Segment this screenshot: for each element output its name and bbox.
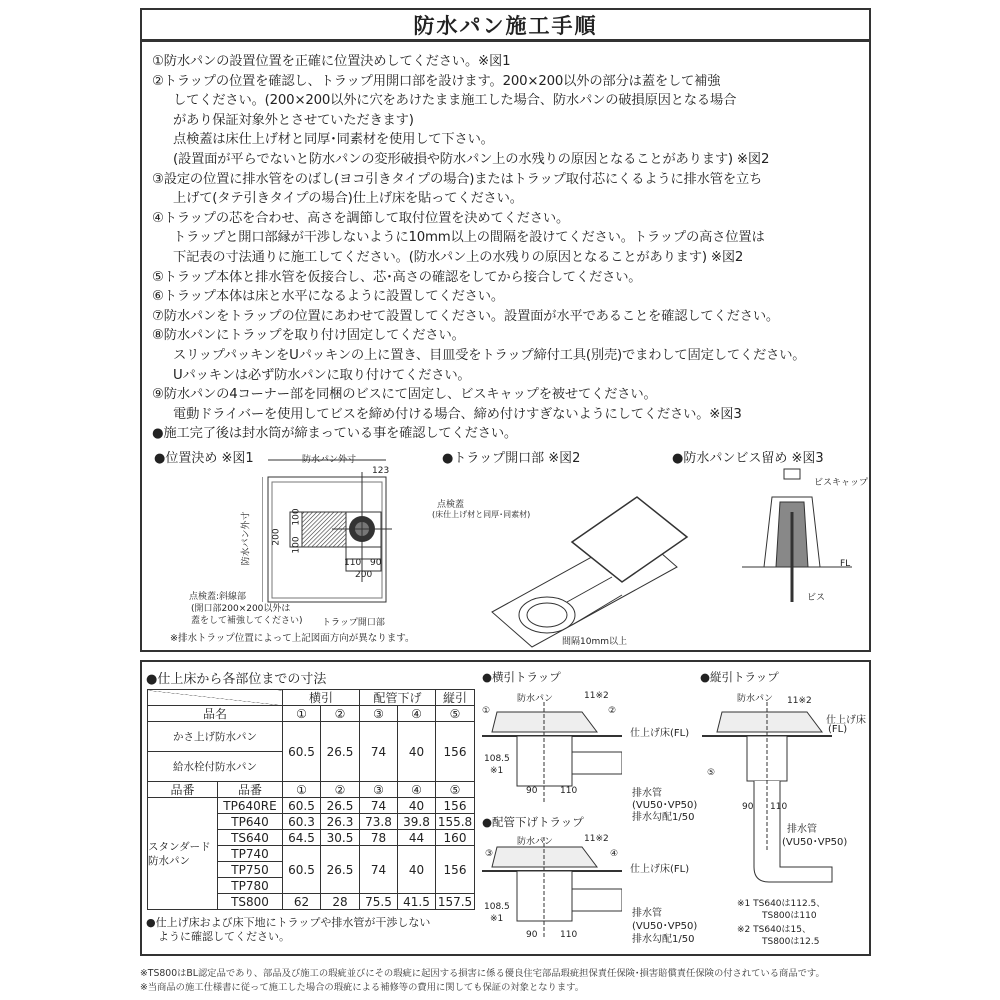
fig2-cover-sub: (床仕上げ材と同厚･同素材) xyxy=(432,510,531,519)
dimensions-table xyxy=(147,689,475,910)
d-dim-110: 110 xyxy=(560,930,578,940)
cell: 74 xyxy=(360,798,398,814)
named-product: かさ上げ防水パン xyxy=(148,722,283,752)
cell: 40 xyxy=(398,798,436,814)
cell: 60.5 xyxy=(283,846,321,894)
fig1-outer-height-label: 防水パン外寸 xyxy=(241,511,252,566)
cell: 40 xyxy=(398,846,436,894)
table-row xyxy=(148,798,475,814)
v-footnote-2b: TS800は12.5 xyxy=(762,937,820,947)
name-header: 品名 xyxy=(148,706,283,722)
cell: 74 xyxy=(360,722,398,782)
fig1-outer-width-label: 防水パン外寸 xyxy=(302,455,357,465)
d-num-4: ④ xyxy=(610,849,619,859)
fig1-dim-110: 110 xyxy=(344,558,362,568)
h-dim-1085: 108.5 xyxy=(484,754,510,764)
cell: TP740 xyxy=(218,846,283,862)
h-note-1: ※1 xyxy=(490,766,504,776)
h-dim-90: 90 xyxy=(526,786,538,796)
cell: TP640 xyxy=(218,814,283,830)
v-footnote-2a: ※2 TS640は15、 xyxy=(737,925,811,935)
code-header: 品番 xyxy=(148,782,218,798)
cell: 60.5 xyxy=(283,798,321,814)
series-label: スタンダード防水パン xyxy=(148,798,218,910)
num-header: ② xyxy=(321,782,360,798)
cell: 26.3 xyxy=(321,814,360,830)
cell: 30.5 xyxy=(321,830,360,846)
fig3-cap-label: ビスキャップ xyxy=(814,478,869,488)
fig2-cover-label: 点検蓋 xyxy=(437,500,465,510)
cell: TS800 xyxy=(218,894,283,910)
footer-note-2: ※当商品の施工仕様書に従って施工した場合の瑕疵による補修等の費用に関しても保証の対象となります。 xyxy=(140,982,584,993)
page-title xyxy=(140,8,871,41)
dimensions-panel xyxy=(140,660,871,956)
num-header: ⑤ xyxy=(436,706,475,722)
fig1-dim-123: 123 xyxy=(372,466,390,476)
d-slope: 排水勾配1/50 xyxy=(632,934,695,945)
h-fl-label: 仕上げ床(FL) xyxy=(630,728,690,739)
h-pipe-spec: (VU50･VP50) xyxy=(632,800,698,811)
step-line: ③設定の位置に排水管をのばし(ヨコ引きタイプの場合)またはトラップ取付芯にくるように排水管を立ち xyxy=(152,171,763,187)
fig3-diagram xyxy=(742,467,852,607)
fig2-heading: ●トラップ開口部 ※図2 xyxy=(442,451,581,466)
step-line: ④トラップの芯を合わせ、高さを調節して取付位置を決めてください。 xyxy=(152,210,570,226)
cell: 75.5 xyxy=(360,894,398,910)
num-header: ① xyxy=(283,706,321,722)
cell: 28 xyxy=(321,894,360,910)
h-pan-label: 防水パン xyxy=(517,694,554,704)
step-line: してください。(200×200以外に穴をあけたまま施工した場合、防水パンの破損原因となる場合 xyxy=(173,93,737,109)
cell: TP640RE xyxy=(218,798,283,814)
dims-note-1: ●仕上げ床および床下地にトラップや排水管が干渉しない xyxy=(146,916,431,929)
fig1-cover-note1: (開口部200×200以外は xyxy=(191,604,291,614)
procedure-panel xyxy=(140,40,871,652)
cell: 60.3 xyxy=(283,814,321,830)
h-slope: 排水勾配1/50 xyxy=(632,812,695,823)
cell: 73.8 xyxy=(360,814,398,830)
step-line: があり保証対象外とさせていただきます) xyxy=(173,112,414,128)
cell: 41.5 xyxy=(398,894,436,910)
v-dim-110: 110 xyxy=(770,802,788,812)
h-pipe-label: 排水管 xyxy=(632,788,662,799)
dims-heading: ●仕上床から各部位までの寸法 xyxy=(146,672,327,687)
named-product: 給水栓付防水パン xyxy=(148,752,283,782)
cell: 156 xyxy=(436,846,475,894)
fig1-dim-200h: 200 xyxy=(355,570,373,580)
d-fl-label: 仕上げ床(FL) xyxy=(630,864,690,875)
cell: 74 xyxy=(360,846,398,894)
h-num-2: ② xyxy=(608,706,617,716)
step-line: ⑦防水パンをトラップの位置にあわせて設置してください。設置面が水平であることを確認してください。 xyxy=(152,308,780,324)
num-header: ④ xyxy=(398,706,436,722)
h-dim-110: 110 xyxy=(560,786,578,796)
v-footnote-1a: ※1 TS640は112.5、 xyxy=(737,899,826,909)
step-line: ⑧防水パンにトラップを取り付け固定してください。 xyxy=(152,328,465,344)
cell: 26.5 xyxy=(321,798,360,814)
d-note-1: ※1 xyxy=(490,914,504,924)
step-line: ⑥トラップ本体は床と水平になるように設置してください。 xyxy=(152,289,504,305)
v-dim-11: 11※2 xyxy=(787,696,812,706)
v-pan-label: 防水パン xyxy=(737,694,774,704)
num-header: ⑤ xyxy=(436,782,475,798)
d-num-3: ③ xyxy=(485,849,494,859)
fig1-heading: ●位置決め ※図1 xyxy=(154,451,254,466)
v-fl-sub: (FL) xyxy=(828,724,848,735)
h-dim-11: 11※2 xyxy=(584,691,609,701)
step-line: ●施工完了後は封水筒が締まっている事を確認してください。 xyxy=(152,426,518,442)
v-pipe-spec: (VU50･VP50) xyxy=(782,837,848,848)
dims-note-2: ように確認してください。 xyxy=(158,930,290,943)
num-header: ④ xyxy=(398,782,436,798)
step-line: 点検蓋は床仕上げ材と同厚･同素材を使用して下さい。 xyxy=(173,132,494,148)
vertical-trap-title: ●縦引トラップ xyxy=(700,670,779,684)
cell: 62 xyxy=(283,894,321,910)
step-line: 上げて(タテ引きタイプの場合)仕上げ床を貼ってください。 xyxy=(173,191,523,207)
fig1-dim-100b: 100 xyxy=(291,536,302,554)
cell: 160 xyxy=(436,830,475,846)
cell: 157.5 xyxy=(436,894,475,910)
d-dim-90: 90 xyxy=(526,930,538,940)
fig1-note: ※排水トラップ位置によって上記図面方向が異なります。 xyxy=(170,633,415,644)
cell: 155.8 xyxy=(436,814,475,830)
fig1-dim-90: 90 xyxy=(370,558,382,568)
cell: 156 xyxy=(436,798,475,814)
fig3-fl-label: FL xyxy=(840,559,851,569)
step-line: 電動ドライバーを使用してビスを締め付ける場合、締め付けすぎないようにしてください。※図3 xyxy=(173,406,742,422)
step-line: ⑤トラップ本体と排水管を仮接合し、芯･高さの確認をしてから接合してください。 xyxy=(152,269,642,285)
num-header: ③ xyxy=(360,782,398,798)
footer-note-1: ※TS800はBL認定品であり、部品及び施工の瑕疵並びにその瑕疵に起因する損害に係る優良住宅部品瑕疵担保責任保険･損害賠償責任保険の付されている商品です。 xyxy=(140,968,825,979)
fig1-dim-200v: 200 xyxy=(271,528,282,546)
cell: 156 xyxy=(436,722,475,782)
drop-trap-title: ●配管下げトラップ xyxy=(482,815,584,829)
cell: 26.5 xyxy=(321,846,360,894)
fig3-screw-label: ビス xyxy=(807,593,826,603)
step-line: Uパッキンは必ず防水パンに取り付けてください。 xyxy=(173,367,471,383)
fig2-diagram xyxy=(482,467,702,652)
cell: 78 xyxy=(360,830,398,846)
cell: TS640 xyxy=(218,830,283,846)
v-pipe-label: 排水管 xyxy=(787,824,817,835)
d-pan-label: 防水パン xyxy=(517,837,554,847)
num-header: ③ xyxy=(360,706,398,722)
num-header: ② xyxy=(321,706,360,722)
d-dim-11: 11※2 xyxy=(584,834,609,844)
cell: 64.5 xyxy=(283,830,321,846)
fig1-dim-100a: 100 xyxy=(291,508,302,526)
title-text: 防水パン施工手順 xyxy=(413,13,598,38)
fig1-cover-note2: 蓋をして補強してください) xyxy=(191,616,303,626)
h-num-1: ① xyxy=(482,706,491,716)
v-num-5: ⑤ xyxy=(707,768,716,778)
step-line: 下記表の寸法通りに施工してください。(防水パン上の水残りの原因となることがあります) ※図2 xyxy=(173,250,744,265)
fig1-cover-label: 点検蓋:斜線部 xyxy=(189,592,247,602)
step-line: ②トラップの位置を確認し、トラップ用開口部を設けます。200×200以外の部分は蓋をして補強 xyxy=(152,73,721,89)
cell: TP750 xyxy=(218,862,283,878)
step-line: ⑨防水パンの4コーナー部を同梱のビスにて固定し、ビスキャップを被せてください。 xyxy=(152,387,657,403)
horizontal-trap-title: ●横引トラップ xyxy=(482,670,561,684)
d-pipe-spec: (VU50･VP50) xyxy=(632,921,698,932)
v-footnote-1b: TS800は110 xyxy=(762,911,817,921)
num-header: ① xyxy=(283,782,321,798)
fig2-gap-label: 間隔10mm以上 xyxy=(562,637,627,647)
step-line: スリップパッキンをUパッキンの上に置き、目皿受をトラップ締付工具(別売)でまわして固定してください。 xyxy=(173,348,806,363)
cell: 60.5 xyxy=(283,722,321,782)
step-line: ①防水パンの設置位置を正確に位置決めしてください。※図1 xyxy=(152,54,511,69)
d-pipe-label: 排水管 xyxy=(632,908,662,919)
group-vertical: 縦引 xyxy=(436,690,475,706)
step-line: (設置面が平らでないと防水パンの変形破損や防水パン上の水残りの原因となることがあります) ※図2 xyxy=(173,152,770,167)
fig3-heading: ●防水パンビス留め ※図3 xyxy=(672,451,824,466)
cell: 44 xyxy=(398,830,436,846)
cell: TP780 xyxy=(218,878,283,894)
code-header: 品番 xyxy=(218,782,283,798)
step-line: トラップと開口部縁が干渉しないように10mm以上の間隔を設けてください。トラップの高さ位置は xyxy=(173,230,765,246)
v-dim-90: 90 xyxy=(742,802,754,812)
v-fl-label: 仕上げ床 xyxy=(826,715,866,726)
fig1-opening-label: トラップ開口部 xyxy=(322,618,385,628)
table-corner xyxy=(148,690,283,706)
group-horizontal: 横引 xyxy=(283,690,360,706)
group-drop: 配管下げ xyxy=(360,690,436,706)
cell: 40 xyxy=(398,722,436,782)
d-dim-1085: 108.5 xyxy=(484,902,510,912)
cell: 39.8 xyxy=(398,814,436,830)
cell: 26.5 xyxy=(321,722,360,782)
horizontal-trap-diagram xyxy=(482,692,622,802)
